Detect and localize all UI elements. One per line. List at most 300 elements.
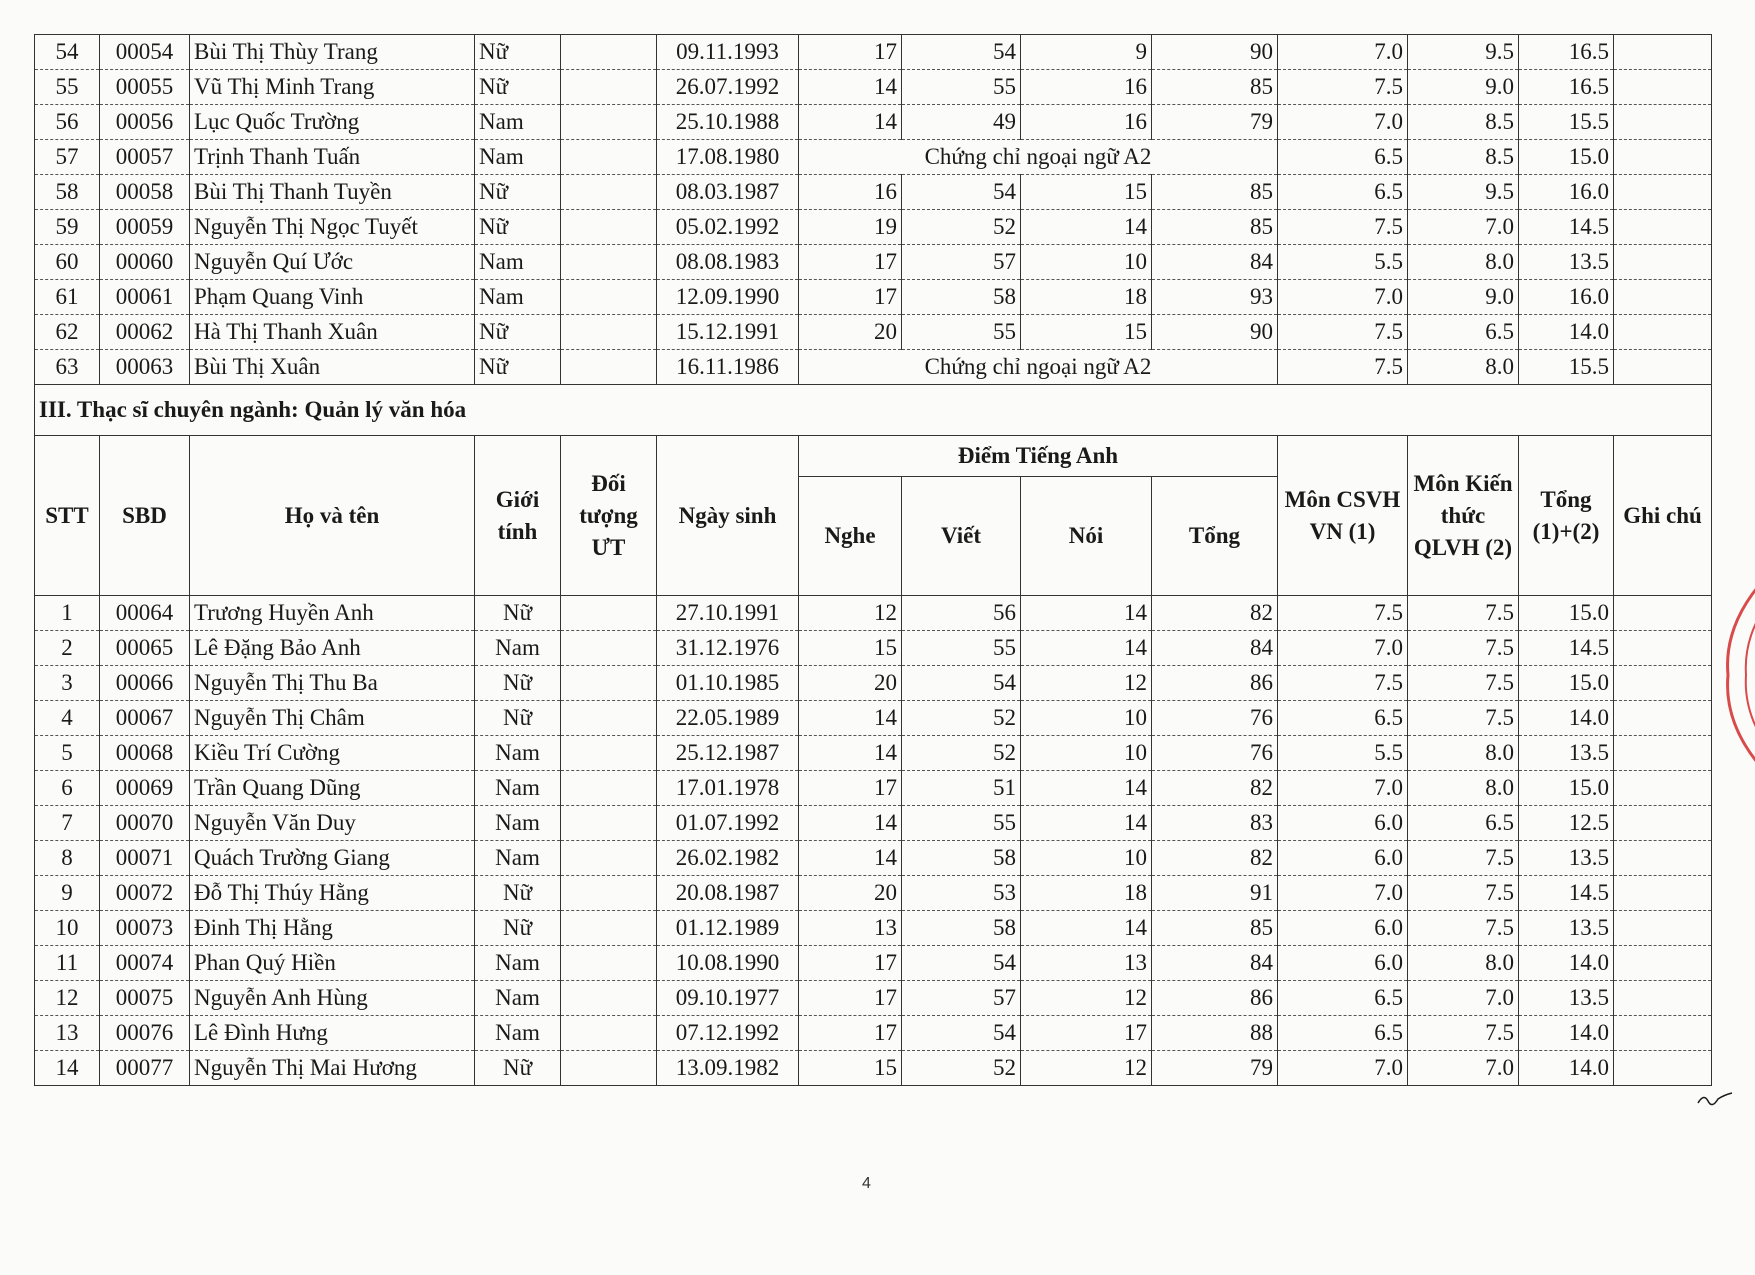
- name-cell: Nguyễn Anh Hùng: [190, 981, 475, 1016]
- gender-cell: Nữ: [475, 666, 561, 701]
- qlvh-cell: 7.5: [1408, 701, 1519, 736]
- note-cell: [1614, 350, 1712, 385]
- priority-cell: [561, 596, 657, 631]
- listening-cell: 14: [799, 841, 902, 876]
- csvh-cell: 6.0: [1278, 806, 1408, 841]
- stt-cell: 59: [35, 210, 100, 245]
- qlvh-cell: 7.5: [1408, 876, 1519, 911]
- table-row: [35, 911, 1712, 946]
- gender-cell: Nam: [475, 245, 561, 280]
- table-row: [35, 981, 1712, 1016]
- priority-cell: [561, 175, 657, 210]
- writing-cell: 54: [902, 666, 1021, 701]
- sum-cell: 15.0: [1519, 140, 1614, 175]
- priority-cell: [561, 631, 657, 666]
- total-cell: 88: [1152, 1016, 1278, 1051]
- csvh-cell: 7.5: [1278, 70, 1408, 105]
- qlvh-cell: 9.5: [1408, 175, 1519, 210]
- speaking-cell: 12: [1021, 981, 1152, 1016]
- section-header-row: [35, 385, 1712, 436]
- stt-cell: 5: [35, 736, 100, 771]
- writing-cell: 54: [902, 946, 1021, 981]
- sbd-cell: 00060: [100, 245, 190, 280]
- dob-cell: 01.10.1985: [657, 666, 799, 701]
- name-cell: Vũ Thị Minh Trang: [190, 70, 475, 105]
- header-csvh: Môn CSVH VN (1): [1278, 436, 1408, 596]
- table-row: [35, 105, 1712, 140]
- csvh-cell: 7.0: [1278, 35, 1408, 70]
- sbd-cell: 00066: [100, 666, 190, 701]
- csvh-cell: 6.5: [1278, 140, 1408, 175]
- stt-cell: 4: [35, 701, 100, 736]
- sum-cell: 16.0: [1519, 280, 1614, 315]
- csvh-cell: 7.5: [1278, 596, 1408, 631]
- sbd-cell: 00065: [100, 631, 190, 666]
- dob-cell: 26.07.1992: [657, 70, 799, 105]
- dob-cell: 01.12.1989: [657, 911, 799, 946]
- gender-cell: Nữ: [475, 315, 561, 350]
- qlvh-cell: 7.5: [1408, 631, 1519, 666]
- csvh-cell: 5.5: [1278, 245, 1408, 280]
- sum-cell: 15.0: [1519, 596, 1614, 631]
- header-gender: Giới tính: [475, 436, 561, 596]
- writing-cell: 54: [902, 1016, 1021, 1051]
- header-speaking: Nói: [1021, 477, 1152, 596]
- priority-cell: [561, 210, 657, 245]
- name-cell: Bùi Thị Xuân: [190, 350, 475, 385]
- qlvh-cell: 8.0: [1408, 736, 1519, 771]
- sum-cell: 14.0: [1519, 1016, 1614, 1051]
- note-cell: [1614, 981, 1712, 1016]
- table-row: [35, 631, 1712, 666]
- gender-cell: Nam: [475, 105, 561, 140]
- header-note: Ghi chú: [1614, 436, 1712, 596]
- table-row: [35, 806, 1712, 841]
- table-row: [35, 946, 1712, 981]
- total-cell: 85: [1152, 175, 1278, 210]
- stt-cell: 7: [35, 806, 100, 841]
- sum-cell: 13.5: [1519, 841, 1614, 876]
- speaking-cell: 14: [1021, 771, 1152, 806]
- dob-cell: 25.12.1987: [657, 736, 799, 771]
- sbd-cell: 00056: [100, 105, 190, 140]
- sum-cell: 13.5: [1519, 736, 1614, 771]
- note-cell: [1614, 701, 1712, 736]
- header-stt: STT: [35, 436, 100, 596]
- qlvh-cell: 7.0: [1408, 1051, 1519, 1086]
- qlvh-cell: 7.5: [1408, 666, 1519, 701]
- gender-cell: Nam: [475, 806, 561, 841]
- note-cell: [1614, 771, 1712, 806]
- name-cell: Phạm Quang Vinh: [190, 280, 475, 315]
- qlvh-cell: 7.0: [1408, 981, 1519, 1016]
- total-cell: 84: [1152, 946, 1278, 981]
- header-english-score: Điểm Tiếng Anh: [799, 436, 1278, 477]
- sum-cell: 16.5: [1519, 70, 1614, 105]
- name-cell: Lê Đình Hưng: [190, 1016, 475, 1051]
- dob-cell: 07.12.1992: [657, 1016, 799, 1051]
- listening-cell: 20: [799, 315, 902, 350]
- qlvh-cell: 9.0: [1408, 280, 1519, 315]
- dob-cell: 17.01.1978: [657, 771, 799, 806]
- sum-cell: 15.5: [1519, 105, 1614, 140]
- table-row: [35, 666, 1712, 701]
- gender-cell: Nữ: [475, 70, 561, 105]
- stt-cell: 57: [35, 140, 100, 175]
- csvh-cell: 7.5: [1278, 350, 1408, 385]
- stt-cell: 1: [35, 596, 100, 631]
- listening-cell: 19: [799, 210, 902, 245]
- listening-cell: 17: [799, 981, 902, 1016]
- priority-cell: [561, 1016, 657, 1051]
- csvh-cell: 6.5: [1278, 175, 1408, 210]
- table-row: [35, 35, 1712, 70]
- red-stamp-fragment: [1718, 560, 1755, 790]
- priority-cell: [561, 315, 657, 350]
- speaking-cell: 15: [1021, 175, 1152, 210]
- sum-cell: 12.5: [1519, 806, 1614, 841]
- speaking-cell: 15: [1021, 315, 1152, 350]
- sum-cell: 16.5: [1519, 35, 1614, 70]
- stt-cell: 8: [35, 841, 100, 876]
- listening-cell: 15: [799, 631, 902, 666]
- name-cell: Phan Quý Hiền: [190, 946, 475, 981]
- listening-cell: 17: [799, 1016, 902, 1051]
- qlvh-cell: 7.5: [1408, 1016, 1519, 1051]
- priority-cell: [561, 245, 657, 280]
- sum-cell: 15.5: [1519, 350, 1614, 385]
- table-row: [35, 175, 1712, 210]
- header-writing: Viết: [902, 477, 1021, 596]
- csvh-cell: 7.5: [1278, 315, 1408, 350]
- speaking-cell: 16: [1021, 105, 1152, 140]
- speaking-cell: 10: [1021, 736, 1152, 771]
- total-cell: 76: [1152, 701, 1278, 736]
- name-cell: Đỗ Thị Thúy Hằng: [190, 876, 475, 911]
- name-cell: Lục Quốc Trường: [190, 105, 475, 140]
- note-cell: [1614, 105, 1712, 140]
- note-cell: [1614, 210, 1712, 245]
- total-cell: 91: [1152, 876, 1278, 911]
- speaking-cell: 16: [1021, 70, 1152, 105]
- qlvh-cell: 8.5: [1408, 140, 1519, 175]
- gender-cell: Nam: [475, 841, 561, 876]
- priority-cell: [561, 280, 657, 315]
- qlvh-cell: 8.0: [1408, 350, 1519, 385]
- writing-cell: 52: [902, 701, 1021, 736]
- sbd-cell: 00072: [100, 876, 190, 911]
- note-cell: [1614, 736, 1712, 771]
- name-cell: Đinh Thị Hằng: [190, 911, 475, 946]
- page-number: 4: [862, 1175, 871, 1192]
- stt-cell: 62: [35, 315, 100, 350]
- sum-cell: 13.5: [1519, 245, 1614, 280]
- writing-cell: 52: [902, 210, 1021, 245]
- sbd-cell: 00075: [100, 981, 190, 1016]
- qlvh-cell: 6.5: [1408, 315, 1519, 350]
- gender-cell: Nam: [475, 631, 561, 666]
- table-row: [35, 280, 1712, 315]
- stt-cell: 14: [35, 1051, 100, 1086]
- dob-cell: 10.08.1990: [657, 946, 799, 981]
- sum-cell: 15.0: [1519, 771, 1614, 806]
- name-cell: Trương Huyền Anh: [190, 596, 475, 631]
- speaking-cell: 10: [1021, 245, 1152, 280]
- writing-cell: 52: [902, 1051, 1021, 1086]
- gender-cell: Nam: [475, 981, 561, 1016]
- speaking-cell: 13: [1021, 946, 1152, 981]
- priority-cell: [561, 911, 657, 946]
- listening-cell: 17: [799, 771, 902, 806]
- sbd-cell: 00071: [100, 841, 190, 876]
- csvh-cell: 6.5: [1278, 701, 1408, 736]
- name-cell: Trịnh Thanh Tuấn: [190, 140, 475, 175]
- gender-cell: Nữ: [475, 175, 561, 210]
- csvh-cell: 6.0: [1278, 946, 1408, 981]
- stt-cell: 56: [35, 105, 100, 140]
- writing-cell: 55: [902, 70, 1021, 105]
- listening-cell: 17: [799, 280, 902, 315]
- priority-cell: [561, 105, 657, 140]
- speaking-cell: 10: [1021, 701, 1152, 736]
- dob-cell: 27.10.1991: [657, 596, 799, 631]
- table-row: [35, 771, 1712, 806]
- priority-cell: [561, 70, 657, 105]
- table-row: [35, 1016, 1712, 1051]
- listening-cell: 20: [799, 666, 902, 701]
- table-row: [35, 245, 1712, 280]
- total-cell: 90: [1152, 35, 1278, 70]
- name-cell: Nguyễn Thị Ngọc Tuyết: [190, 210, 475, 245]
- sbd-cell: 00061: [100, 280, 190, 315]
- listening-cell: 17: [799, 35, 902, 70]
- sbd-cell: 00063: [100, 350, 190, 385]
- csvh-cell: 7.0: [1278, 105, 1408, 140]
- gender-cell: Nam: [475, 771, 561, 806]
- speaking-cell: 14: [1021, 806, 1152, 841]
- qlvh-cell: 9.5: [1408, 35, 1519, 70]
- writing-cell: 57: [902, 981, 1021, 1016]
- listening-cell: 14: [799, 701, 902, 736]
- score-table: [34, 34, 1712, 1086]
- table-row: [35, 736, 1712, 771]
- name-cell: Quách Trường Giang: [190, 841, 475, 876]
- priority-cell: [561, 841, 657, 876]
- stt-cell: 61: [35, 280, 100, 315]
- qlvh-cell: 7.0: [1408, 210, 1519, 245]
- stt-cell: 6: [35, 771, 100, 806]
- dob-cell: 05.02.1992: [657, 210, 799, 245]
- sbd-cell: 00062: [100, 315, 190, 350]
- name-cell: Hà Thị Thanh Xuân: [190, 315, 475, 350]
- csvh-cell: 7.0: [1278, 280, 1408, 315]
- speaking-cell: 14: [1021, 596, 1152, 631]
- total-cell: 86: [1152, 981, 1278, 1016]
- dob-cell: 25.10.1988: [657, 105, 799, 140]
- priority-cell: [561, 666, 657, 701]
- listening-cell: 20: [799, 876, 902, 911]
- sbd-cell: 00057: [100, 140, 190, 175]
- dob-cell: 13.09.1982: [657, 1051, 799, 1086]
- dob-cell: 09.10.1977: [657, 981, 799, 1016]
- writing-cell: 49: [902, 105, 1021, 140]
- speaking-cell: 18: [1021, 876, 1152, 911]
- speaking-cell: 9: [1021, 35, 1152, 70]
- writing-cell: 58: [902, 911, 1021, 946]
- gender-cell: Nam: [475, 946, 561, 981]
- note-cell: [1614, 315, 1712, 350]
- sbd-cell: 00068: [100, 736, 190, 771]
- sum-cell: 14.0: [1519, 1051, 1614, 1086]
- table-row: [35, 1051, 1712, 1086]
- qlvh-cell: 8.0: [1408, 946, 1519, 981]
- listening-cell: 14: [799, 70, 902, 105]
- sum-cell: 14.0: [1519, 701, 1614, 736]
- sbd-cell: 00074: [100, 946, 190, 981]
- name-cell: Trần Quang Dũng: [190, 771, 475, 806]
- writing-cell: 58: [902, 841, 1021, 876]
- speaking-cell: 14: [1021, 911, 1152, 946]
- header-sum: Tổng (1)+(2): [1519, 436, 1614, 596]
- sum-cell: 14.5: [1519, 210, 1614, 245]
- writing-cell: 54: [902, 175, 1021, 210]
- sbd-cell: 00069: [100, 771, 190, 806]
- stt-cell: 9: [35, 876, 100, 911]
- writing-cell: 54: [902, 35, 1021, 70]
- dob-cell: 01.07.1992: [657, 806, 799, 841]
- sum-cell: 13.5: [1519, 911, 1614, 946]
- gender-cell: Nam: [475, 140, 561, 175]
- listening-cell: 17: [799, 946, 902, 981]
- qlvh-cell: 7.5: [1408, 841, 1519, 876]
- header-dob: Ngày sinh: [657, 436, 799, 596]
- sum-cell: 14.5: [1519, 631, 1614, 666]
- qlvh-cell: 6.5: [1408, 806, 1519, 841]
- priority-cell: [561, 35, 657, 70]
- stt-cell: 58: [35, 175, 100, 210]
- writing-cell: 55: [902, 315, 1021, 350]
- qlvh-cell: 7.5: [1408, 596, 1519, 631]
- dob-cell: 15.12.1991: [657, 315, 799, 350]
- csvh-cell: 6.0: [1278, 841, 1408, 876]
- listening-cell: 14: [799, 105, 902, 140]
- note-cell: [1614, 245, 1712, 280]
- priority-cell: [561, 140, 657, 175]
- listening-cell: 13: [799, 911, 902, 946]
- stt-cell: 60: [35, 245, 100, 280]
- speaking-cell: 12: [1021, 666, 1152, 701]
- gender-cell: Nữ: [475, 596, 561, 631]
- sum-cell: 16.0: [1519, 175, 1614, 210]
- name-cell: Lê Đặng Bảo Anh: [190, 631, 475, 666]
- sum-cell: 15.0: [1519, 666, 1614, 701]
- total-cell: 82: [1152, 771, 1278, 806]
- writing-cell: 53: [902, 876, 1021, 911]
- dob-cell: 20.08.1987: [657, 876, 799, 911]
- name-cell: Bùi Thị Thùy Trang: [190, 35, 475, 70]
- name-cell: Nguyễn Văn Duy: [190, 806, 475, 841]
- stt-cell: 11: [35, 946, 100, 981]
- dob-cell: 08.08.1983: [657, 245, 799, 280]
- certificate-cell: Chứng chỉ ngoại ngữ A2: [799, 350, 1278, 385]
- header-priority: Đối tượng ƯT: [561, 436, 657, 596]
- note-cell: [1614, 280, 1712, 315]
- speaking-cell: 14: [1021, 631, 1152, 666]
- sbd-cell: 00073: [100, 911, 190, 946]
- writing-cell: 55: [902, 631, 1021, 666]
- qlvh-cell: 9.0: [1408, 70, 1519, 105]
- sum-cell: 14.5: [1519, 876, 1614, 911]
- header-sbd: SBD: [100, 436, 190, 596]
- table-row: [35, 596, 1712, 631]
- stt-cell: 10: [35, 911, 100, 946]
- gender-cell: Nữ: [475, 701, 561, 736]
- total-cell: 82: [1152, 841, 1278, 876]
- dob-cell: 12.09.1990: [657, 280, 799, 315]
- dob-cell: 22.05.1989: [657, 701, 799, 736]
- listening-cell: 14: [799, 736, 902, 771]
- gender-cell: Nữ: [475, 1051, 561, 1086]
- speaking-cell: 18: [1021, 280, 1152, 315]
- writing-cell: 58: [902, 280, 1021, 315]
- stt-cell: 63: [35, 350, 100, 385]
- table-row: [35, 350, 1712, 385]
- note-cell: [1614, 35, 1712, 70]
- gender-cell: Nam: [475, 1016, 561, 1051]
- name-cell: Nguyễn Quí Ước: [190, 245, 475, 280]
- sbd-cell: 00055: [100, 70, 190, 105]
- name-cell: Nguyễn Thị Mai Hương: [190, 1051, 475, 1086]
- dob-cell: 16.11.1986: [657, 350, 799, 385]
- csvh-cell: 7.5: [1278, 210, 1408, 245]
- total-cell: 84: [1152, 631, 1278, 666]
- column-header-row: [35, 436, 1712, 477]
- csvh-cell: 7.0: [1278, 771, 1408, 806]
- table-row: [35, 210, 1712, 245]
- dob-cell: 17.08.1980: [657, 140, 799, 175]
- stt-cell: 3: [35, 666, 100, 701]
- name-cell: Kiều Trí Cường: [190, 736, 475, 771]
- sum-cell: 14.0: [1519, 946, 1614, 981]
- total-cell: 82: [1152, 596, 1278, 631]
- note-cell: [1614, 946, 1712, 981]
- table-row: [35, 876, 1712, 911]
- dob-cell: 08.03.1987: [657, 175, 799, 210]
- gender-cell: Nữ: [475, 876, 561, 911]
- header-total: Tổng: [1152, 477, 1278, 596]
- stt-cell: 12: [35, 981, 100, 1016]
- total-cell: 85: [1152, 210, 1278, 245]
- note-cell: [1614, 911, 1712, 946]
- listening-cell: 15: [799, 1051, 902, 1086]
- priority-cell: [561, 771, 657, 806]
- gender-cell: Nữ: [475, 35, 561, 70]
- sbd-cell: 00059: [100, 210, 190, 245]
- note-cell: [1614, 631, 1712, 666]
- priority-cell: [561, 736, 657, 771]
- gender-cell: Nam: [475, 736, 561, 771]
- writing-cell: 52: [902, 736, 1021, 771]
- note-cell: [1614, 876, 1712, 911]
- section-title: III. Thạc sĩ chuyên ngành: Quản lý văn hóa: [35, 385, 1712, 436]
- qlvh-cell: 8.0: [1408, 245, 1519, 280]
- total-cell: 85: [1152, 911, 1278, 946]
- total-cell: 76: [1152, 736, 1278, 771]
- writing-cell: 56: [902, 596, 1021, 631]
- priority-cell: [561, 1051, 657, 1086]
- name-cell: Nguyễn Thị Thu Ba: [190, 666, 475, 701]
- header-qlvh: Môn Kiến thức QLVH (2): [1408, 436, 1519, 596]
